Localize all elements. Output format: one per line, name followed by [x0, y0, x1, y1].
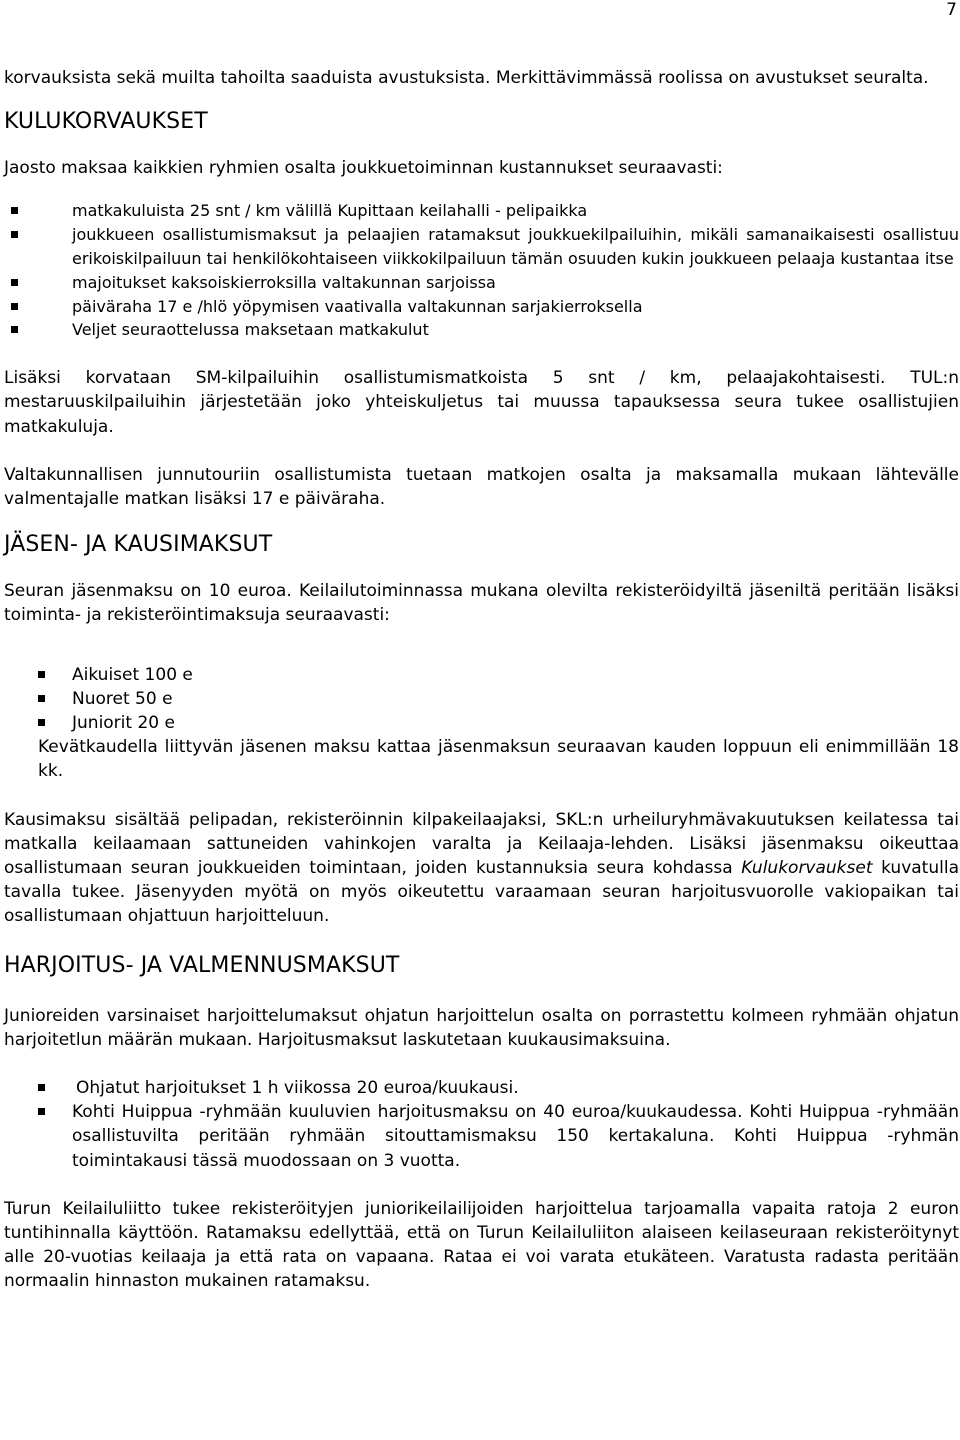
- square-bullet-icon: [38, 695, 45, 702]
- harjoitus-list: [4, 1076, 959, 1173]
- section-heading-kulukorvaukset: KULUKORVAUKSET: [4, 109, 208, 135]
- harjoitus-paragraph: Junioreiden varsinaiset harjoittelumaksut ohjatun harjoittelun osalta on porrastettu kolmeen ryhmään ohjatun harjoitetlun määrän mukaan. Harjoitusmaksut laskutetaan kuukausimaksuina.: [4, 1005, 959, 1050]
- square-bullet-icon: [11, 303, 18, 310]
- square-bullet-icon: [38, 719, 45, 726]
- intro-paragraph: korvauksista sekä muilta tahoilta saaduista avustuksista. Merkittävimmässä roolissa on avustukset seuralta.: [4, 68, 929, 88]
- square-bullet-icon: [38, 1084, 45, 1091]
- document-body: [4, 66, 959, 1294]
- section-heading-harjoitus: HARJOITUS- JA VALMENNUSMAKSUT: [4, 952, 400, 978]
- list-item: majoitukset kaksoiskierroksilla valtakunnan sarjoissa: [4, 271, 959, 295]
- page-number: 7: [946, 0, 957, 20]
- square-bullet-icon: [38, 1108, 45, 1115]
- square-bullet-icon: [11, 231, 18, 238]
- list-item: Veljet seuraottelussa maksetaan matkakulut: [4, 318, 959, 342]
- list-item: Nuoret 50 e: [4, 687, 959, 711]
- list-item: päiväraha 17 e /hlö yöpymisen vaativalla valtakunnan sarjakierroksella: [4, 295, 959, 319]
- section-heading-jasenmaksut: JÄSEN- JA KAUSIMAKSUT: [4, 532, 273, 558]
- jasenmaksu-paragraph: Seuran jäsenmaksu on 10 euroa. Keilailutoiminnassa mukana olevilta rekisteröidyiltä jäseniltä peritään lisäksi toiminta- ja rekisteröintimaksuja seuraavasti:: [4, 581, 959, 626]
- kulukorvaukset-list: [4, 199, 959, 342]
- list-item: matkakuluista 25 snt / km välillä Kupittaan keilahalli - pelipaikka: [4, 199, 959, 223]
- list-item: Ohjatut harjoitukset 1 h viikossa 20 euroa/kuukausi.: [4, 1076, 959, 1100]
- sm-kilpailut-paragraph: Lisäksi korvataan SM-kilpailuihin osallistumismatkoista 5 snt / km, pelaajakohtaisesti. TUL:n mestaruuskilpailuihin järjestetään joko yhteiskuljetus tai muussa tapauksessa seura tukee osallistujien matkakuluja.: [4, 368, 959, 437]
- kevatkausi-note: Kevätkaudella liittyvän jäsenen maksu kattaa jäsenmaksun seuraavan kauden loppuun eli enimmillään 18 kk.: [38, 737, 959, 782]
- junnutour-paragraph: Valtakunnallisen junnutouriin osallistumista tuetaan matkojen osalta ja maksamalla mukaan lähtevälle valmentajalle matkan lisäksi 17 e päiväraha.: [4, 464, 959, 509]
- square-bullet-icon: [38, 671, 45, 678]
- list-item: Juniorit 20 e: [4, 711, 959, 735]
- kausimaksu-paragraph: Kausimaksu sisältää pelipadan, rekisteröinnin kilpakeilaajaksi, SKL:n urheiluryhmävakuutuksen keilatessa tai matkalla keilaamaan sattuneiden vahinkojen varalta ja Keilaaja-lehden. Lisäksi jäsenmaksu oikeuttaa osallistumaan seuran joukkueiden toimintaan, joiden kustannuksia seura kohdassa Kulukorvaukset kuvatulla tavalla tukee. Jäsenyyden myötä on myös oikeutettu varaamaan seuran harjoitusvuorolle vakiopaikan tai osallistumaan ohjattuun harjoitteluun.: [4, 809, 959, 927]
- list-item: Kohti Huippua -ryhmään kuuluvien harjoitusmaksu on 40 euroa/kuukaudessa. Kohti Huippua -ryhmään osallistuvilta peritään ryhmään sitouttamismaksu 150 kertakaluna. Kohti Huippua -ryhmän toimintakausi tässä muodossaan on 3 vuotta.: [4, 1100, 959, 1173]
- kulukorvaukset-lead: Jaosto maksaa kaikkien ryhmien osalta joukkuetoiminnan kustannukset seuraavasti:: [4, 158, 723, 179]
- tkl-paragraph: Turun Keilailuliitto tukee rekisteröityjen juniorikeilailijoiden harjoittelua tarjoamalla vapaita ratoja 2 euron tuntihinnalla käyttöön. Ratamaksu edellyttää, että on Turun Keilailuliiton alaiseen keilaseuraan rekisteröitynyt alle 20-vuotias keilaaja ja että rata on vapaana. Rataa ei voi varata etukäteen. Varatusta radasta peritään normaalin hinnaston mukainen ratamaksu.: [4, 1198, 959, 1292]
- square-bullet-icon: [11, 326, 18, 333]
- jasenmaksu-list: [4, 663, 959, 736]
- square-bullet-icon: [11, 279, 18, 286]
- square-bullet-icon: [11, 207, 18, 214]
- list-item: joukkueen osallistumismaksut ja pelaajien ratamaksut joukkuekilpailuihin, mikäli samanaikaisesti osallistuu erikoiskilpailuun tai henkilökohtaiseen viikkokilpailuun tämän osuuden kukin joukkueen pelaaja kustantaa itse: [4, 223, 959, 271]
- kulukorvaukset-reference: Kulukorvaukset: [741, 858, 873, 879]
- list-item: Aikuiset 100 e: [4, 663, 959, 687]
